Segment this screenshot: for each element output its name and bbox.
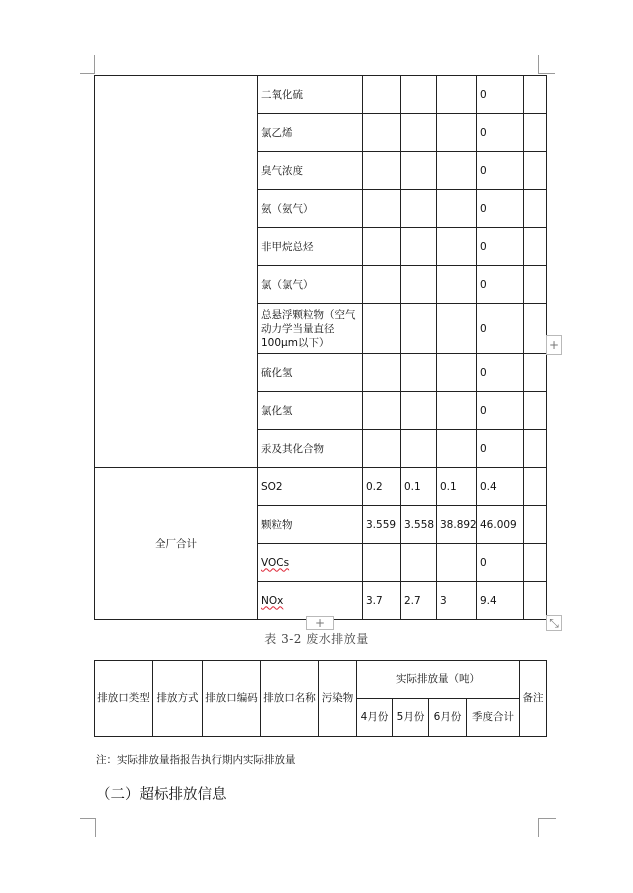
value-remark — [524, 544, 547, 582]
value-quarter: 9.4 — [477, 582, 524, 620]
value-remark — [524, 228, 547, 266]
value-remark — [524, 582, 547, 620]
header-apr: 4月份 — [357, 699, 393, 737]
table-row — [95, 468, 547, 506]
value-quarter: 0 — [477, 190, 524, 228]
value-quarter: 0 — [477, 114, 524, 152]
value-jun: 38.892 — [437, 506, 477, 544]
value-remark — [524, 76, 547, 114]
crop-mark-bottom-right — [538, 818, 556, 837]
emission-table — [94, 75, 547, 620]
add-row-button[interactable] — [306, 616, 334, 630]
value-jun — [437, 152, 477, 190]
value-may: 3.558 — [401, 506, 437, 544]
table-caption: 表 3-2 废水排放量 — [264, 632, 369, 646]
value-may — [401, 266, 437, 304]
value-jun — [437, 114, 477, 152]
value-may — [401, 392, 437, 430]
value-apr — [363, 152, 401, 190]
value-remark — [524, 354, 547, 392]
plus-icon: + — [314, 616, 326, 630]
value-quarter: 0.4 — [477, 468, 524, 506]
value-apr — [363, 190, 401, 228]
value-quarter: 0 — [477, 430, 524, 468]
wastewater-table — [94, 660, 547, 737]
value-may: 2.7 — [401, 582, 437, 620]
value-apr — [363, 430, 401, 468]
table-row — [95, 76, 547, 114]
crop-mark-top-left-v — [94, 55, 95, 73]
value-remark — [524, 392, 547, 430]
value-may — [401, 190, 437, 228]
value-quarter: 0 — [477, 152, 524, 190]
value-remark — [524, 304, 547, 354]
header-remark: 备注 — [520, 661, 547, 737]
value-apr — [363, 392, 401, 430]
value-jun — [437, 76, 477, 114]
value-jun — [437, 304, 477, 354]
group-cell: 全厂合计 — [95, 468, 258, 620]
crop-mark-top-left — [80, 73, 95, 74]
emission-table-body — [95, 76, 547, 620]
value-remark — [524, 506, 547, 544]
pollutant-name: 非甲烷总烃 — [258, 228, 363, 266]
pollutant-name: 氯（氯气） — [258, 266, 363, 304]
value-may — [401, 544, 437, 582]
value-apr — [363, 354, 401, 392]
value-apr: 0.2 — [363, 468, 401, 506]
crop-mark-top-right-v — [538, 55, 539, 73]
value-apr — [363, 228, 401, 266]
header-outlet-code: 排放口编码 — [203, 661, 261, 737]
value-may — [401, 354, 437, 392]
value-apr — [363, 114, 401, 152]
resize-icon: ⤡ — [549, 616, 559, 630]
pollutant-name: 臭气浓度 — [258, 152, 363, 190]
add-column-button[interactable] — [546, 335, 562, 355]
value-jun — [437, 266, 477, 304]
value-apr — [363, 304, 401, 354]
value-jun — [437, 190, 477, 228]
value-jun — [437, 228, 477, 266]
crop-mark-bottom-left — [80, 818, 96, 837]
value-quarter: 0 — [477, 304, 524, 354]
group-cell — [95, 76, 258, 468]
value-remark — [524, 114, 547, 152]
value-may — [401, 228, 437, 266]
footnote: 注：实际排放量指报告执行期内实际排放量 — [96, 754, 296, 766]
value-apr — [363, 266, 401, 304]
value-may — [401, 304, 437, 354]
value-jun — [437, 544, 477, 582]
header-actual-emission: 实际排放量（吨） — [357, 661, 520, 699]
pollutant-name: 氨（氨气） — [258, 190, 363, 228]
value-apr — [363, 76, 401, 114]
pollutant-name: 硫化氢 — [258, 354, 363, 392]
value-remark — [524, 266, 547, 304]
section-heading: （二）超标排放信息 — [96, 787, 227, 803]
value-remark — [524, 152, 547, 190]
value-apr: 3.7 — [363, 582, 401, 620]
value-jun: 3 — [437, 582, 477, 620]
pollutant-name: NOx — [258, 582, 363, 620]
table-resize-handle[interactable] — [546, 615, 562, 631]
value-jun: 0.1 — [437, 468, 477, 506]
pollutant-name: 二氧化硫 — [258, 76, 363, 114]
pollutant-name: SO2 — [258, 468, 363, 506]
pollutant-name: 氯乙烯 — [258, 114, 363, 152]
value-quarter: 0 — [477, 76, 524, 114]
value-remark — [524, 190, 547, 228]
value-quarter: 0 — [477, 228, 524, 266]
header-outlet-type: 排放口类型 — [95, 661, 153, 737]
value-may — [401, 152, 437, 190]
value-may: 0.1 — [401, 468, 437, 506]
value-may — [401, 76, 437, 114]
value-jun — [437, 392, 477, 430]
value-remark — [524, 430, 547, 468]
value-quarter: 0 — [477, 392, 524, 430]
header-method: 排放方式 — [153, 661, 203, 737]
pollutant-name: 氯化氢 — [258, 392, 363, 430]
value-remark — [524, 468, 547, 506]
value-quarter: 46.009 — [477, 506, 524, 544]
header-quarter: 季度合计 — [467, 699, 520, 737]
header-may: 5月份 — [393, 699, 429, 737]
crop-mark-top-right — [538, 73, 555, 74]
pollutant-name: 总悬浮颗粒物（空气动力学当量直径100μm以下） — [258, 304, 363, 354]
value-jun — [437, 430, 477, 468]
value-quarter: 0 — [477, 544, 524, 582]
header-pollutant: 污染物 — [319, 661, 357, 737]
pollutant-name: 颗粒物 — [258, 506, 363, 544]
header-jun: 6月份 — [429, 699, 467, 737]
value-quarter: 0 — [477, 266, 524, 304]
value-may — [401, 114, 437, 152]
value-jun — [437, 354, 477, 392]
pollutant-name: VOCs — [258, 544, 363, 582]
value-apr — [363, 544, 401, 582]
pollutant-name: 汞及其化合物 — [258, 430, 363, 468]
plus-icon: + — [548, 338, 560, 352]
value-apr: 3.559 — [363, 506, 401, 544]
value-may — [401, 430, 437, 468]
header-outlet-name: 排放口名称 — [261, 661, 319, 737]
value-quarter: 0 — [477, 354, 524, 392]
